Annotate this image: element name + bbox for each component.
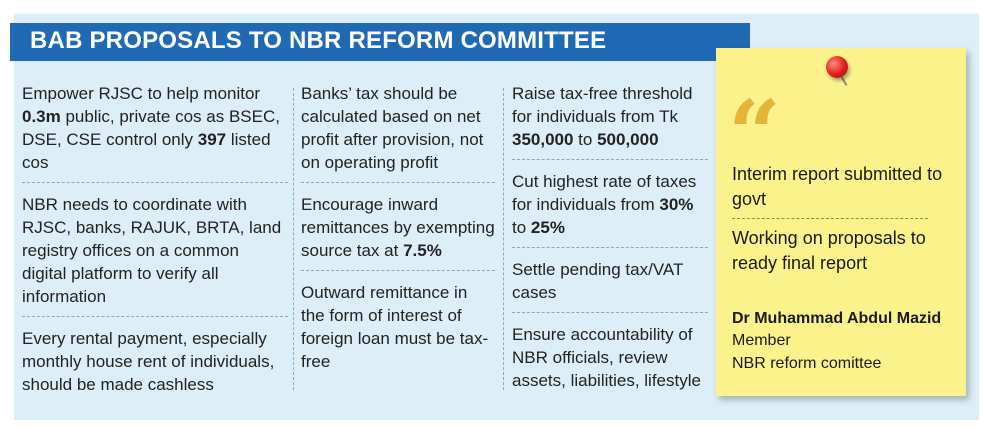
highlight-figure: 30% bbox=[659, 195, 694, 214]
proposals-column-2 bbox=[301, 82, 495, 391]
pushpin-icon bbox=[826, 56, 848, 78]
proposal-item: Banks’ tax should be calculated based on net profit after provision, not on operating profit bbox=[301, 82, 495, 183]
proposals-column-1 bbox=[22, 82, 288, 414]
note-quote-2: Working on proposals to ready final report bbox=[732, 228, 926, 273]
note-divider bbox=[732, 218, 928, 219]
proposal-item: Outward remittance in the form of interest of foreign loan must be tax-free bbox=[301, 283, 489, 371]
proposal-item: Encourage inward remittances by exempting source tax at 7.5% bbox=[301, 193, 495, 271]
column-divider bbox=[503, 88, 504, 390]
quote-mark-icon: “ bbox=[728, 80, 773, 188]
author-name: Dr Muhammad Abdul Mazid bbox=[732, 310, 942, 327]
proposal-item: Ensure accountability of NBR officials, review assets, liabilities, lifestyle bbox=[512, 325, 701, 390]
proposal-item: Cut highest rate of taxes for individuals from 30% to 25% bbox=[512, 170, 708, 248]
title-banner bbox=[10, 23, 750, 61]
proposals-column-3 bbox=[512, 82, 708, 410]
highlight-figure: 0.3m bbox=[22, 107, 61, 126]
column-divider bbox=[293, 88, 294, 390]
proposal-item: Every rental payment, especially monthly house rent of individuals, should be made cashless bbox=[22, 329, 275, 394]
proposal-item: Settle pending tax/VAT cases bbox=[512, 258, 708, 313]
infographic-title: BAB PROPOSALS TO NBR REFORM COMMITTEE bbox=[30, 27, 607, 54]
proposal-item: Raise tax-free threshold for individuals from Tk 350,000 to 500,000 bbox=[512, 82, 708, 160]
proposal-item: Empower RJSC to help monitor 0.3m public, private cos as BSEC, DSE, CSE control only 397 listed cos bbox=[22, 82, 288, 183]
highlight-figure: 397 bbox=[197, 130, 227, 149]
highlight-figure: 350,000 bbox=[512, 130, 574, 149]
author-role: Member bbox=[732, 332, 791, 349]
note-quote-1: Interim report submitted to govt bbox=[732, 164, 943, 209]
author-org: NBR reform comittee bbox=[732, 355, 882, 372]
highlight-figure: 500,000 bbox=[597, 130, 659, 149]
proposal-item: NBR needs to coordinate with RJSC, banks, RAJUK, BRTA, land registry offices on a common digital platform to verify all information bbox=[22, 193, 288, 317]
highlight-figure: 25% bbox=[530, 218, 565, 237]
highlight-figure: 7.5% bbox=[403, 241, 442, 260]
